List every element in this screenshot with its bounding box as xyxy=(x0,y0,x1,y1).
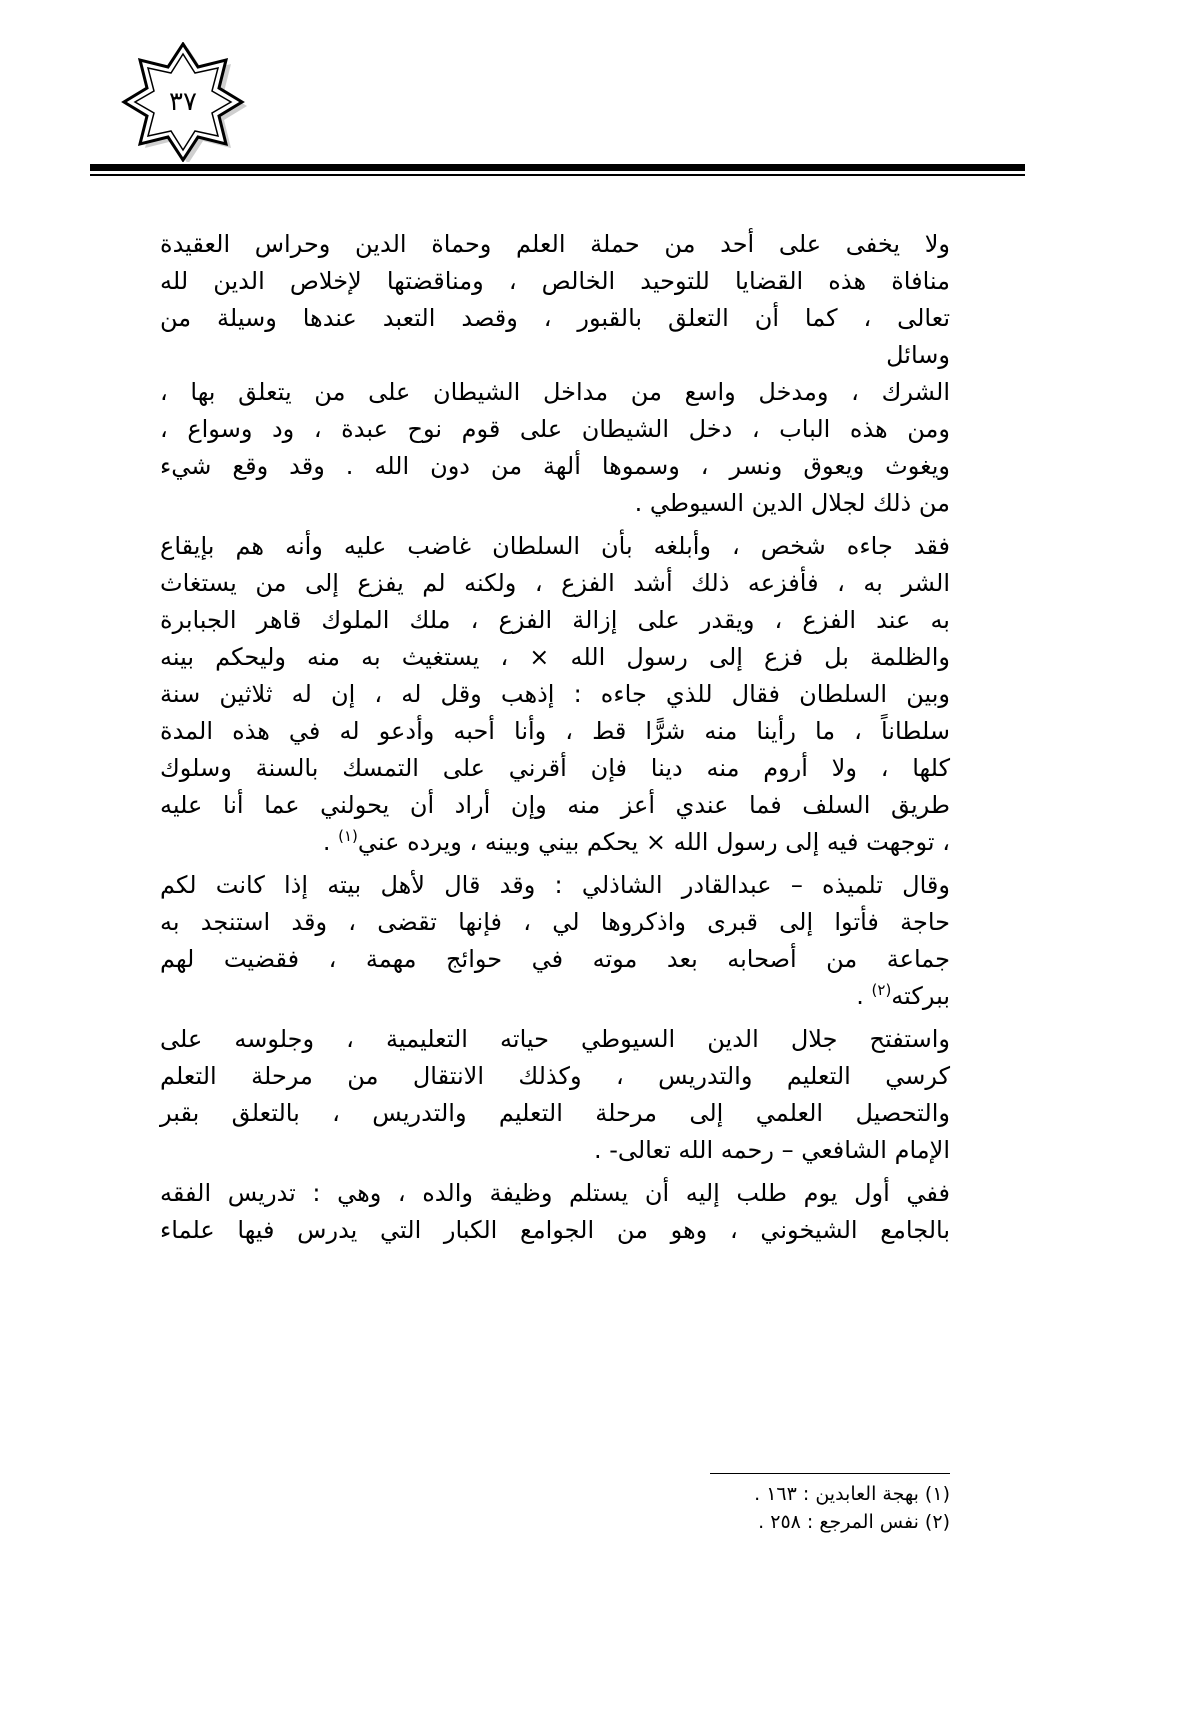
paragraph-2 xyxy=(160,528,950,861)
text-line: تعالى ، كما أن التعلق بالقبور ، وقصد التعبد عندها وسيلة من xyxy=(160,304,950,332)
text-line: ببركته$^{(٢)}$ . xyxy=(856,981,950,1010)
text-line: به عند الفزع ، ويقدر على إزالة الفزع ، ملك الملوك قاهر الجبابرة xyxy=(160,606,950,634)
footnotes xyxy=(600,1480,950,1536)
paragraph-4 xyxy=(160,1021,950,1169)
main-text xyxy=(160,226,950,1249)
text-line: فقد جاءه شخص ، وأبلغه بأن السلطان غاضب عليه وأنه هم بإيقاع xyxy=(160,532,950,560)
page-number: ٣٧ xyxy=(169,87,197,117)
text-line: حاجة فأتوا إلى قبرى واذكروها لي ، فإنها تقضى ، وقد استنجد به xyxy=(160,908,950,936)
text-line: ومن هذه الباب ، دخل الشيطان على قوم نوح عبدة ، ود وسواع ، xyxy=(160,415,950,443)
text-line: منافاة هذه القضايا للتوحيد الخالص ، ومناقضتها لإخلاص الدين لله xyxy=(160,267,950,295)
text-line: الإمام الشافعي – رحمه الله تعالى- . xyxy=(593,1136,950,1164)
text-line: بالجامع الشيخوني ، وهو من الجوامع الكبار التي يدرس فيها علماء xyxy=(160,1216,950,1244)
text-line: كرسي التعليم والتدريس ، وكذلك الانتقال من مرحلة التعلم xyxy=(160,1062,950,1090)
footnote-2: (٢) نفس المرجع : ٢٥٨ . xyxy=(758,1511,950,1533)
text-line: واستفتح جلال الدين السيوطي حياته التعليمية ، وجلوسه على xyxy=(160,1025,950,1053)
footnote-1: (١) بهجة العابدين : ١٦٣ . xyxy=(754,1483,950,1505)
text-line: وسائل xyxy=(886,341,950,369)
paragraph-5 xyxy=(160,1175,950,1249)
page-number-badge xyxy=(118,42,248,162)
footnote-ref-1: (١) xyxy=(338,827,358,845)
text-line: وبين السلطان فقال للذي جاءه : إذهب وقل له ، إن له ثلاثين سنة xyxy=(160,680,950,708)
text-line: ولا يخفى على أحد من حملة العلم وحماة الدين وحراس العقيدة xyxy=(160,230,950,258)
text-line: جماعة من أصحابه بعد موته في حوائج مهمة ، فقضيت لهم xyxy=(160,945,950,973)
text-line: طريق السلف فما عندي أعز منه وإن أراد أن يحولني عما أنا عليه xyxy=(160,791,950,819)
footnote-separator xyxy=(710,1473,950,1474)
text-line: والتحصيل العلمي إلى مرحلة التعليم والتدريس ، بالتعلق بقبر xyxy=(160,1099,950,1127)
text-line: الشر به ، فأفزعه ذلك أشد الفزع ، ولكنه لم يفزع إلى من يستغاث xyxy=(160,569,950,597)
text-line: ويغوث ويعوق ونسر ، وسموها ألهة من دون الله . وقد وقع شيء xyxy=(160,452,950,480)
paragraph-3 xyxy=(160,867,950,1015)
text-line: وقال تلميذه – عبدالقادر الشاذلي : وقد قال لأهل بيته إذا كانت لكم xyxy=(160,871,950,899)
text-line: الشرك ، ومدخل واسع من مداخل الشيطان على من يتعلق بها ، xyxy=(160,378,950,406)
text-line: كلها ، ولا أروم منه دينا فإن أقرني على التمسك بالسنة وسلوك xyxy=(160,754,950,782)
text-line-content: ببركته xyxy=(891,982,950,1010)
paragraph-1 xyxy=(160,226,950,522)
header-rule-thin xyxy=(90,174,1025,176)
text-line: ففي أول يوم طلب إليه أن يستلم وظيفة والده ، وهي : تدريس الفقه xyxy=(160,1179,950,1207)
text-line: ، توجهت فيه إلى رسول الله × يحكم بيني وبينه ، ويرده عني$^{(١)}$ . xyxy=(322,827,950,856)
text-line: والظلمة بل فزع إلى رسول الله × ، يستغيث به منه وليحكم بينه xyxy=(160,643,950,671)
header-rule-thick xyxy=(90,164,1025,171)
text-line-content: ، توجهت فيه إلى رسول الله × يحكم بيني وبينه ، ويرده عني xyxy=(357,828,950,856)
footnote-ref-2: (٢) xyxy=(871,981,892,999)
text-line: سلطاناً ، ما رأينا منه شرًّا قط ، وأنا أحبه وأدعو له في هذه المدة xyxy=(160,717,950,745)
text-line: من ذلك لجلال الدين السيوطي . xyxy=(634,489,950,517)
